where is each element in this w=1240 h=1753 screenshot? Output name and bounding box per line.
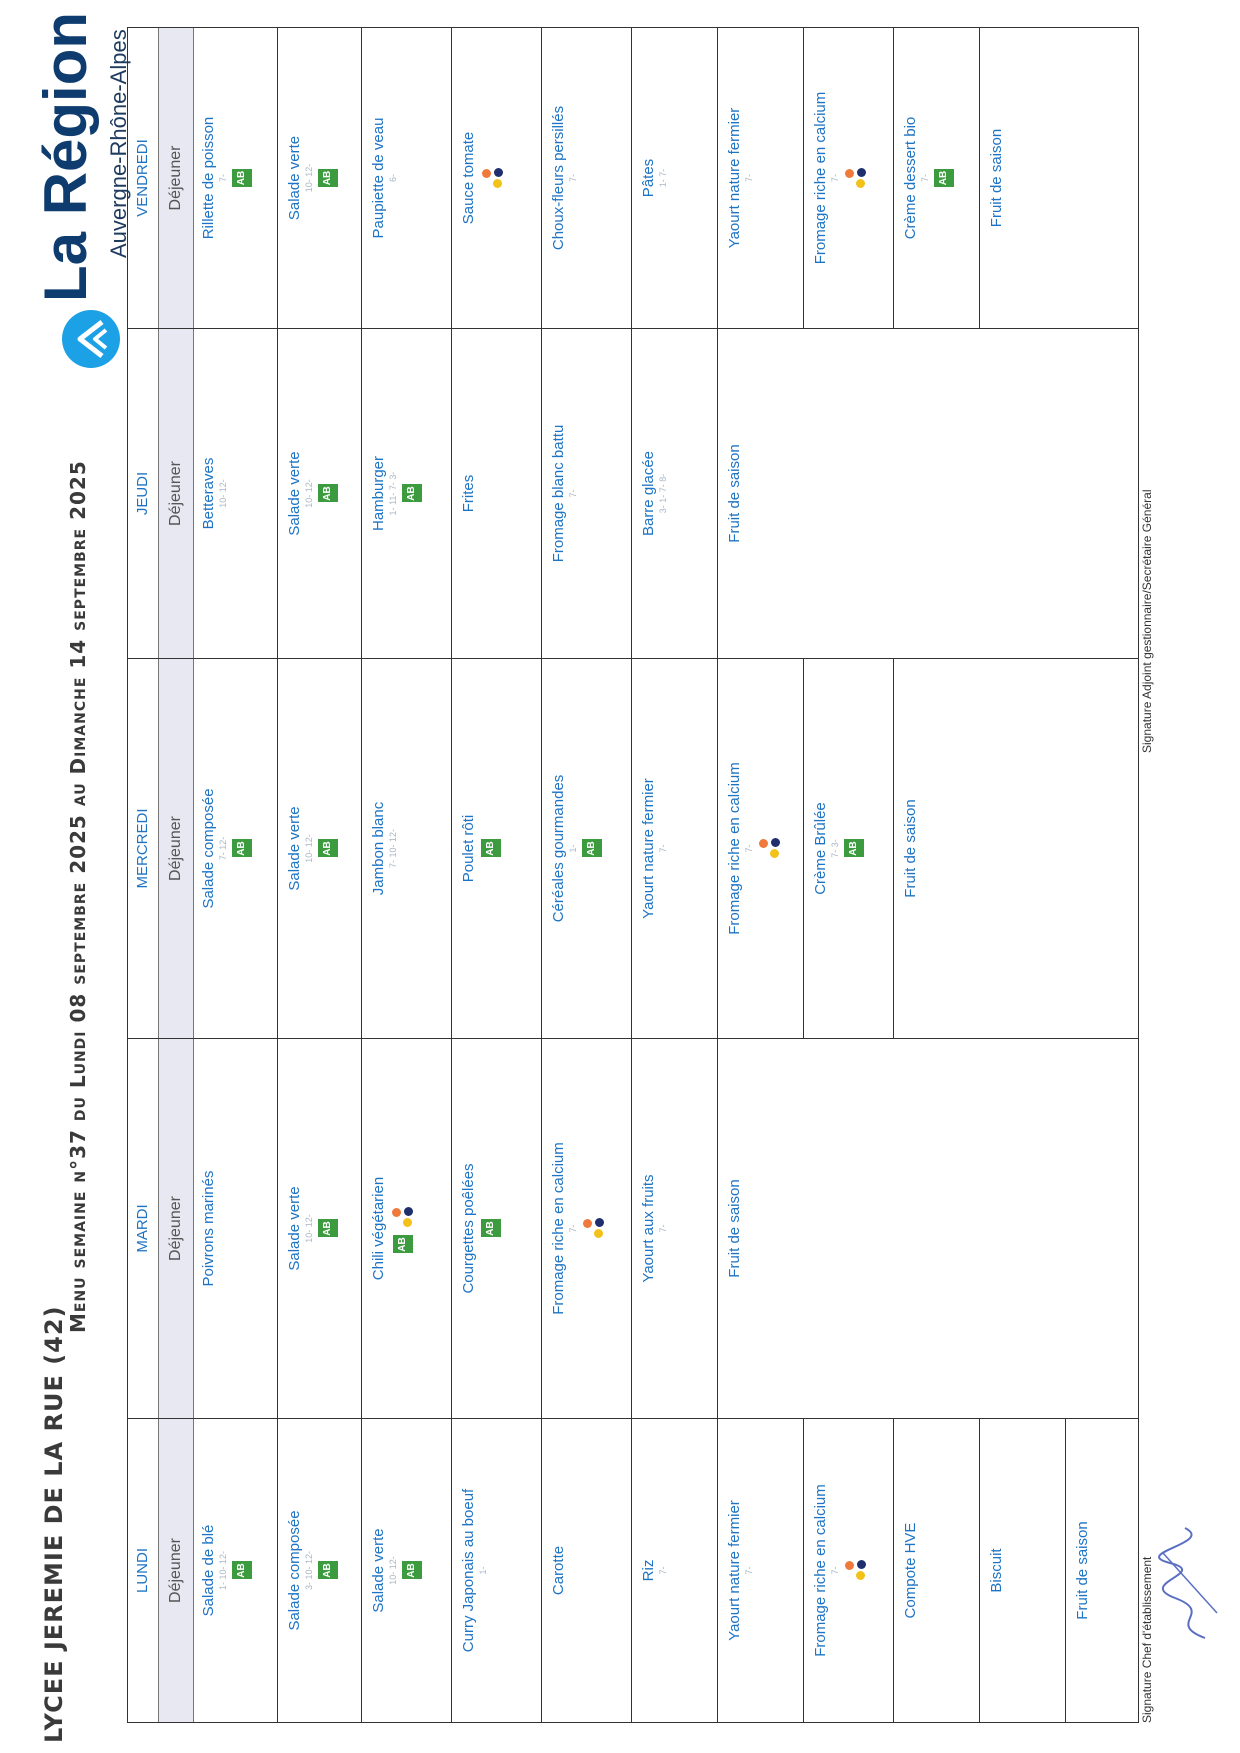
menu-cell	[362, 329, 452, 658]
menu-cell	[278, 28, 362, 328]
quality-labels	[844, 1419, 868, 1722]
quality-labels	[582, 659, 602, 1038]
menu-item	[726, 28, 755, 328]
dish-name: Fromage blanc battu	[550, 424, 567, 563]
menu-cell	[718, 1039, 804, 1418]
organic-label-icon: AB	[318, 1562, 338, 1580]
menu-item	[460, 659, 501, 1038]
dish-name: Fruit de saison	[1074, 1521, 1091, 1620]
dish-name: Betteraves	[200, 457, 217, 530]
meal-header: Déjeuner	[159, 28, 194, 328]
menu-item	[286, 1039, 338, 1418]
dish-name: Barre glacée	[640, 450, 657, 537]
menu-table	[127, 27, 1139, 1723]
menu-item	[460, 1039, 501, 1418]
quality-labels	[318, 329, 338, 658]
menu-item	[200, 1039, 218, 1418]
menu-cell	[980, 28, 1066, 328]
quality-dots-icon	[391, 1204, 415, 1232]
dish-name: Pâtes	[640, 158, 657, 198]
allergen-codes: 10- 12-	[388, 1556, 398, 1585]
menu-cell	[718, 28, 804, 328]
menu-cell	[542, 329, 632, 658]
menu-cell	[452, 1419, 542, 1722]
menu-cell	[542, 659, 632, 1038]
menu-item	[460, 28, 505, 328]
school-name: LYCEE JEREMIE DE LA RUE (42)	[40, 1305, 68, 1743]
menu-item	[640, 1039, 669, 1418]
dish-name: Yaourt nature fermier	[726, 1500, 743, 1641]
allergen-codes: 7-	[830, 174, 840, 183]
menu-item	[460, 1419, 489, 1722]
handwritten-signature	[1155, 1523, 1225, 1643]
dish-name: Yaourt nature fermier	[640, 778, 657, 919]
menu-cell	[542, 1039, 632, 1418]
meal-header: Déjeuner	[159, 659, 194, 1038]
quality-labels	[402, 329, 422, 658]
quality-labels	[582, 1039, 606, 1418]
allergen-codes: 7-	[568, 1224, 578, 1233]
menu-cell	[542, 1419, 632, 1722]
dish-name: Fruit de saison	[726, 1179, 743, 1278]
logo-subtitle: Auvergne-Rhône-Alpes	[106, 29, 131, 258]
menu-cell	[804, 28, 894, 328]
menu-cell	[804, 659, 894, 1038]
dish-name: Riz	[640, 1559, 657, 1582]
menu-cell	[278, 659, 362, 1038]
menu-cell	[894, 1419, 980, 1722]
dish-name: Salade verte	[286, 135, 303, 221]
menu-cell	[362, 1039, 452, 1418]
menu-cell	[362, 28, 452, 328]
menu-cell	[192, 1419, 278, 1722]
dish-name: Choux-fleurs persillés	[550, 105, 567, 251]
menu-item	[1074, 1419, 1092, 1722]
menu-cell	[452, 28, 542, 328]
allergen-codes: 7-	[658, 1566, 668, 1575]
menu-item	[812, 28, 868, 328]
quality-labels	[391, 1039, 415, 1418]
menu-cell	[894, 28, 980, 328]
menu-item	[902, 659, 920, 1038]
allergen-codes: 10- 12-	[304, 163, 314, 193]
allergen-codes: 10- 12-	[304, 834, 314, 863]
menu-item	[200, 28, 252, 328]
menu-item	[812, 659, 864, 1038]
menu-cell	[632, 28, 718, 328]
day-column-vendredi	[128, 28, 1138, 328]
menu-item	[550, 1419, 568, 1722]
menu-item	[286, 28, 338, 328]
dish-name: Fromage riche en calcium	[812, 1484, 829, 1657]
organic-label-icon: AB	[402, 1562, 422, 1580]
menu-cell	[452, 1039, 542, 1418]
menu-item	[902, 28, 954, 328]
allergen-codes: 7-	[744, 1566, 754, 1575]
menu-item	[550, 329, 579, 658]
menu-cell	[362, 659, 452, 1038]
menu-item	[200, 1419, 252, 1722]
dish-name: Fromage riche en calcium	[550, 1142, 567, 1315]
day-column-jeudi	[128, 328, 1138, 658]
dish-name: Salade composée	[286, 1510, 303, 1631]
allergen-codes: 7- 12-	[218, 836, 228, 861]
dish-name: Compote HVE	[902, 1522, 919, 1619]
day-header: MERCREDI	[128, 659, 159, 1038]
menu-item	[640, 28, 669, 328]
allergen-codes: 1- 11- 7- 3-	[388, 471, 398, 516]
allergen-codes: 7-	[830, 1566, 840, 1575]
menu-cell	[632, 659, 718, 1038]
quality-labels	[402, 1419, 422, 1722]
menu-cell	[804, 1419, 894, 1722]
dish-name: Crème dessert bio	[902, 116, 919, 240]
signature-label-principal: Signature Chef d'établissement	[1140, 1556, 1154, 1723]
menu-cell	[632, 329, 718, 658]
quality-dots-icon	[582, 1215, 606, 1243]
day-column-mercredi	[128, 658, 1138, 1038]
dish-name: Fromage riche en calcium	[812, 91, 829, 265]
allergen-codes: 6-	[388, 174, 398, 183]
allergen-codes: 1-	[568, 844, 578, 853]
dish-name: Curry Japonais au boeuf	[460, 1488, 477, 1653]
menu-cell	[718, 1419, 804, 1722]
allergen-codes: 7-	[920, 174, 930, 183]
menu-item	[200, 659, 252, 1038]
organic-label-icon: AB	[844, 840, 864, 858]
menu-item	[550, 28, 579, 328]
quality-labels	[481, 1039, 501, 1418]
allergen-codes: 1-	[478, 1566, 488, 1575]
allergen-codes: 3- 10- 12-	[304, 1550, 314, 1591]
quality-labels	[232, 659, 252, 1038]
quality-labels	[232, 1419, 252, 1722]
dish-name: Yaourt nature fermier	[726, 107, 743, 249]
menu-item	[550, 659, 602, 1038]
quality-labels	[934, 28, 954, 328]
quality-labels	[318, 659, 338, 1038]
menu-cell	[278, 1039, 362, 1418]
menu-item	[370, 1039, 415, 1418]
dish-name: Jambon blanc	[370, 801, 387, 896]
menu-title: Menu semaine n°37 du Lundi 08 septembre 2025 au Dimanche 14 septembre 2025	[66, 460, 90, 1333]
dish-name: Poivrons marinés	[200, 1170, 217, 1287]
organic-label-icon: AB	[318, 485, 338, 503]
menu-cell	[980, 1419, 1066, 1722]
allergen-codes: 10- 12-	[304, 479, 314, 508]
region-logo	[26, 8, 131, 368]
dish-name: Carotte	[550, 1545, 567, 1596]
dish-name: Fruit de saison	[726, 444, 743, 543]
dish-name: Fromage riche en calcium	[726, 762, 743, 935]
menu-cell	[192, 1039, 278, 1418]
allergen-codes: 10- 12-	[304, 1214, 314, 1243]
day-header: LUNDI	[128, 1419, 159, 1722]
menu-item	[286, 659, 338, 1038]
organic-label-icon: AB	[318, 840, 338, 858]
quality-labels	[318, 1039, 338, 1418]
meal-header: Déjeuner	[159, 329, 194, 658]
quality-labels	[844, 28, 868, 328]
allergen-codes: 7-	[744, 174, 754, 183]
organic-label-icon: AB	[318, 1220, 338, 1238]
signature-label-manager: Signature Adjoint gestionnaire/Secrétaire Général	[1140, 489, 1154, 753]
dish-name: Salade verte	[370, 1528, 387, 1613]
quality-labels	[481, 659, 501, 1038]
dish-name: Salade composée	[200, 788, 217, 909]
day-header: MARDI	[128, 1039, 159, 1418]
menu-item	[200, 329, 229, 658]
dish-name: Paupiette de veau	[370, 117, 387, 239]
allergen-codes: 1- 7-	[658, 168, 668, 188]
dish-name: Sauce tomate	[460, 131, 477, 225]
menu-item	[726, 329, 744, 658]
dish-name: Frites	[460, 474, 477, 513]
dish-name: Crème Brûlée	[812, 802, 829, 895]
menu-item	[370, 1419, 422, 1722]
allergen-codes: 7-	[568, 174, 578, 183]
menu-cell	[632, 1419, 718, 1722]
menu-item	[726, 1419, 755, 1722]
dish-name: Fruit de saison	[902, 799, 919, 898]
allergen-codes: 7-	[218, 174, 228, 183]
menu-item	[286, 1419, 338, 1722]
menu-cell	[278, 329, 362, 658]
dish-name: Hamburger	[370, 455, 387, 532]
allergen-codes: 7- 3-	[830, 839, 840, 858]
quality-dots-icon	[844, 164, 868, 192]
menu-cell	[192, 28, 278, 328]
dish-name: Céréales gourmandes	[550, 774, 567, 923]
quality-dots-icon	[758, 835, 782, 863]
menu-cell	[632, 1039, 718, 1418]
organic-label-icon: AB	[318, 169, 338, 187]
logo-name: La Région	[32, 11, 99, 302]
dish-name: Salade verte	[286, 806, 303, 891]
allergen-codes: 7-	[658, 1224, 668, 1233]
organic-label-icon: AB	[393, 1236, 413, 1254]
menu-item	[988, 28, 1006, 328]
organic-label-icon: AB	[934, 169, 954, 187]
organic-label-icon: AB	[582, 840, 602, 858]
day-column-mardi	[128, 1038, 1138, 1418]
quality-labels	[758, 659, 782, 1038]
menu-item	[726, 1039, 744, 1418]
menu-item	[460, 329, 478, 658]
meal-header: Déjeuner	[159, 1039, 194, 1418]
menu-item	[286, 329, 338, 658]
menu-cell	[894, 659, 980, 1038]
menu-cell	[542, 28, 632, 328]
menu-item	[370, 28, 399, 328]
dish-name: Fruit de saison	[988, 128, 1005, 228]
menu-cell	[452, 659, 542, 1038]
organic-label-icon: AB	[232, 169, 252, 187]
dish-name: Rillette de poisson	[200, 116, 217, 240]
menu-cell	[718, 329, 804, 658]
day-header: JEUDI	[128, 329, 159, 658]
menu-item	[902, 1419, 920, 1722]
menu-cell	[718, 659, 804, 1038]
organic-label-icon: AB	[481, 840, 501, 858]
menu-item	[370, 329, 422, 658]
menu-item	[640, 329, 669, 658]
dish-name: Biscuit	[988, 1548, 1005, 1593]
organic-label-icon: AB	[402, 485, 422, 503]
quality-labels	[844, 659, 864, 1038]
quality-dots-icon	[481, 164, 505, 192]
dish-name: Salade de blé	[200, 1524, 217, 1617]
allergen-codes: 3- 1- 7- 8-	[658, 473, 668, 514]
allergen-codes: 7-	[658, 844, 668, 853]
menu-item	[640, 659, 669, 1038]
dish-name: Yaourt aux fruits	[640, 1174, 657, 1283]
menu-cell	[452, 329, 542, 658]
menu-cell	[1066, 1419, 1138, 1722]
menu-item	[550, 1039, 606, 1418]
menu-item	[640, 1419, 669, 1722]
quality-dots-icon	[844, 1557, 868, 1585]
organic-label-icon: AB	[481, 1220, 501, 1238]
menu-cell	[278, 1419, 362, 1722]
menu-item	[988, 1419, 1006, 1722]
menu-cell	[362, 1419, 452, 1722]
menu-item	[370, 659, 399, 1038]
allergen-codes: 7- 10- 12-	[388, 828, 398, 869]
meal-header: Déjeuner	[159, 1419, 194, 1722]
quality-labels	[318, 28, 338, 328]
mountain-icon	[62, 310, 120, 368]
allergen-codes: 1- 10- 12-	[218, 1550, 228, 1591]
day-column-lundi	[128, 1418, 1138, 1722]
quality-labels	[481, 28, 505, 328]
allergen-codes: 7-	[568, 489, 578, 498]
allergen-codes: 10- 12-	[218, 479, 228, 508]
day-header: VENDREDI	[128, 28, 159, 328]
dish-name: Salade verte	[286, 1186, 303, 1271]
organic-label-icon: AB	[232, 1562, 252, 1580]
organic-label-icon: AB	[232, 840, 252, 858]
allergen-codes: 7-	[744, 844, 754, 853]
quality-labels	[318, 1419, 338, 1722]
menu-item	[812, 1419, 868, 1722]
menu-cell	[192, 659, 278, 1038]
dish-name: Poulet rôti	[460, 814, 477, 883]
quality-labels	[232, 28, 252, 328]
dish-name: Chili végétarien	[370, 1176, 387, 1281]
dish-name: Salade verte	[286, 451, 303, 536]
menu-cell	[192, 329, 278, 658]
dish-name: Courgettes poêlées	[460, 1163, 477, 1294]
menu-item	[726, 659, 782, 1038]
region-logo-icon	[62, 310, 120, 368]
